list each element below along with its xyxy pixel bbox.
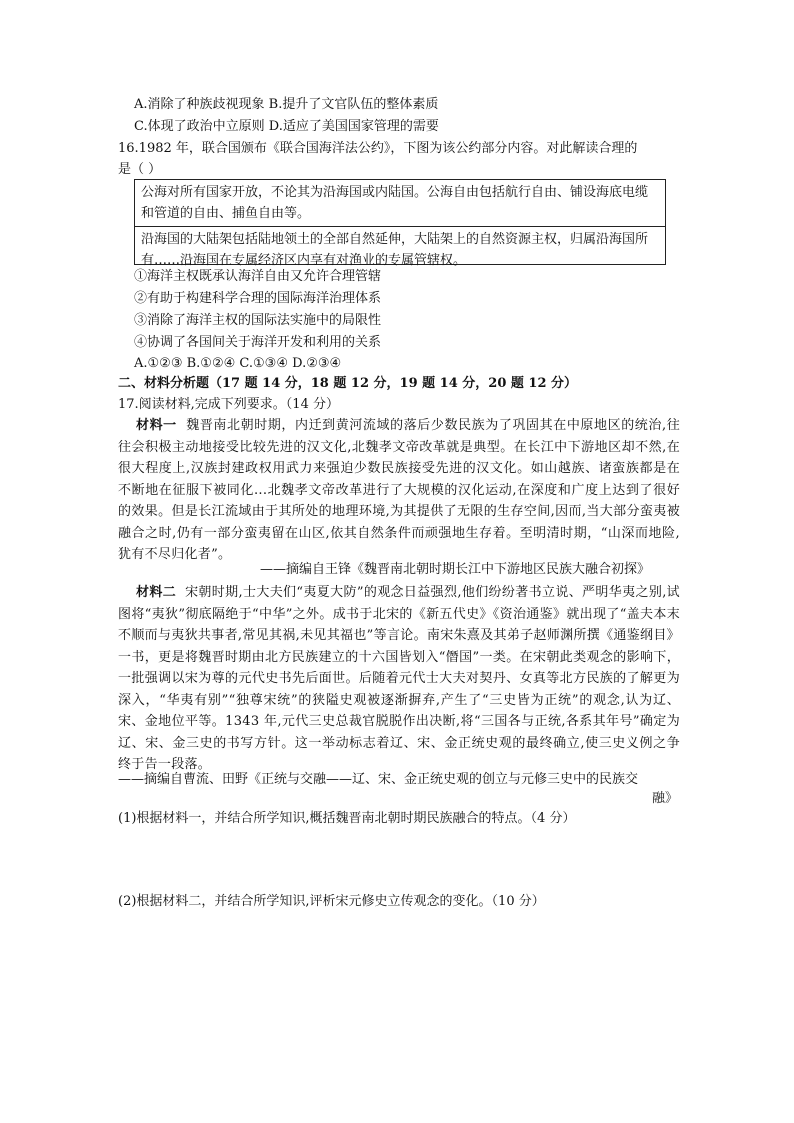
- q17-subquestion-2: (2)根据材料二，并结合所学知识,评析宋元修史立传观念的变化。（10 分）: [118, 894, 545, 909]
- q16-quote-cell-1: 公海对所有国家开放，不论其为沿海国或内陆国。公海自由包括航行自由、铺设海底电缆和管道的自由、捕鱼自由等。: [141, 185, 649, 221]
- section2-heading: 二、材料分析题（17 题 14 分，18 题 12 分，19 题 14 分，20 题 12 分）: [118, 376, 578, 391]
- q16-item-3: ③消除了海洋主权的国际法实施中的局限性: [134, 313, 382, 328]
- q17-material2-source-line2: 融》: [652, 791, 679, 806]
- q16-stem-line2: 是（ ）: [118, 162, 162, 177]
- q16-item-4: ④协调了各国间关于海洋开发和利用的关系: [134, 335, 382, 350]
- q17-material1-text: 魏晋南北朝时期，内迁到黄河流域的落后少数民族为了巩固其在中原地区的统治,往往会积极主动地接受比较先进的汉文化,北魏孝文帝改革就是典型。在长江中下游地区却不然,在很大程度上,汉族封建政权用武力来强迫少数民族接受先进的汉文化。如山越族、诸蛮族都是在不断地在征服下被同化...北魏孝文帝改革进行了大规模的汉化运动,在深度和广度上达到了很好的效果。但是长江流域由于其所处的地理环境,为其提供了无限的生存空间,因而,当大部分蛮夷被融合之时,仍有一部分蛮夷留在山区,依其自然条件而顽强地生存着。至明清时期，“山深而地险,犹有不尽归化者”。: [118, 418, 680, 562]
- q15-options-line1: A.消除了种族歧视现象 B.提升了文官队伍的整体素质: [134, 97, 439, 112]
- q16-item-2: ②有助于构建科学合理的国际海洋治理体系: [134, 291, 382, 306]
- q17-material2-source-line1: ——摘编自曹流、田野《正统与交融——辽、宋、金正统史观的创立与元修三史中的民族交: [118, 772, 639, 787]
- q17-material2-text: 宋朝时期,士大夫们“夷夏大防”的观念日益强烈,他们纷纷著书立说、严明华夷之别,试图将“夷狄”彻底隔绝于“中华”之外。成书于北宋的《新五代史》《资治通鉴》就出现了“盖夫本末不顺而与夷狄共事者,常见其祸,未见其福也”等言论。南宋朱熹及其弟子赵师渊所撰《通鉴纲目》一书，更是将魏晋时期由北方民族建立的十六国皆划入“僭国”一类。在宋朝此类观念的影响下，一批强调以宋为尊的元代史书先后面世。后随着元代士大夫对契丹、女真等北方民族的了解更为深入，“华夷有别”“独尊宋统”的狭隘史观被逐渐摒弃,产生了“三史皆为正统”的观念,认为辽、宋、金地位平等。1343 年,元代三史总裁官脱脱作出决断,将“三国各与正统,各系其年号”确定为辽、宋、金三史的书写方针。这一举动标志着辽、宋、金正统史观的最终确立,使三史义例之争终于告一段落。: [118, 585, 680, 772]
- q16-quote-cell-2: 沿海国的大陆架包括陆地领土的全部自然延伸，大陆架上的自然资源主权，归属沿海国所有……沿海国在专属经济区内享有对渔业的专属管辖权。: [135, 226, 665, 273]
- q17-material2-label: 材料二: [136, 585, 177, 600]
- q15-options-line2: C.体现了政治中立原则 D.适应了美国国家管理的需要: [134, 119, 439, 134]
- q17-subquestion-1: (1)根据材料一，并结合所学知识,概括魏晋南北朝时期民族融合的特点。（4 分）: [118, 811, 576, 826]
- q17-material1-source: ——摘编自王锋《魏晋南北朝时期长江中下游地区民族大融合初探》: [260, 562, 651, 577]
- q17-material2: [118, 582, 680, 776]
- q16-stem-line1: 16.1982 年，联合国颁布《联合国海洋法公约》，下图为该公约部分内容。对此解读合理的: [118, 141, 638, 156]
- q16-quote-box: [134, 179, 666, 268]
- q16-options: A.①②③ B.①②④ C.①③④ D.②③④: [134, 356, 342, 371]
- q17-material1-label: 材料一: [136, 418, 177, 433]
- q17-stem: 17.阅读材料,完成下列要求。（14 分）: [118, 397, 339, 412]
- q16-item-1: ①海洋主权既承认海洋自由又允许合理管辖: [134, 269, 382, 284]
- q17-material1: [118, 415, 680, 566]
